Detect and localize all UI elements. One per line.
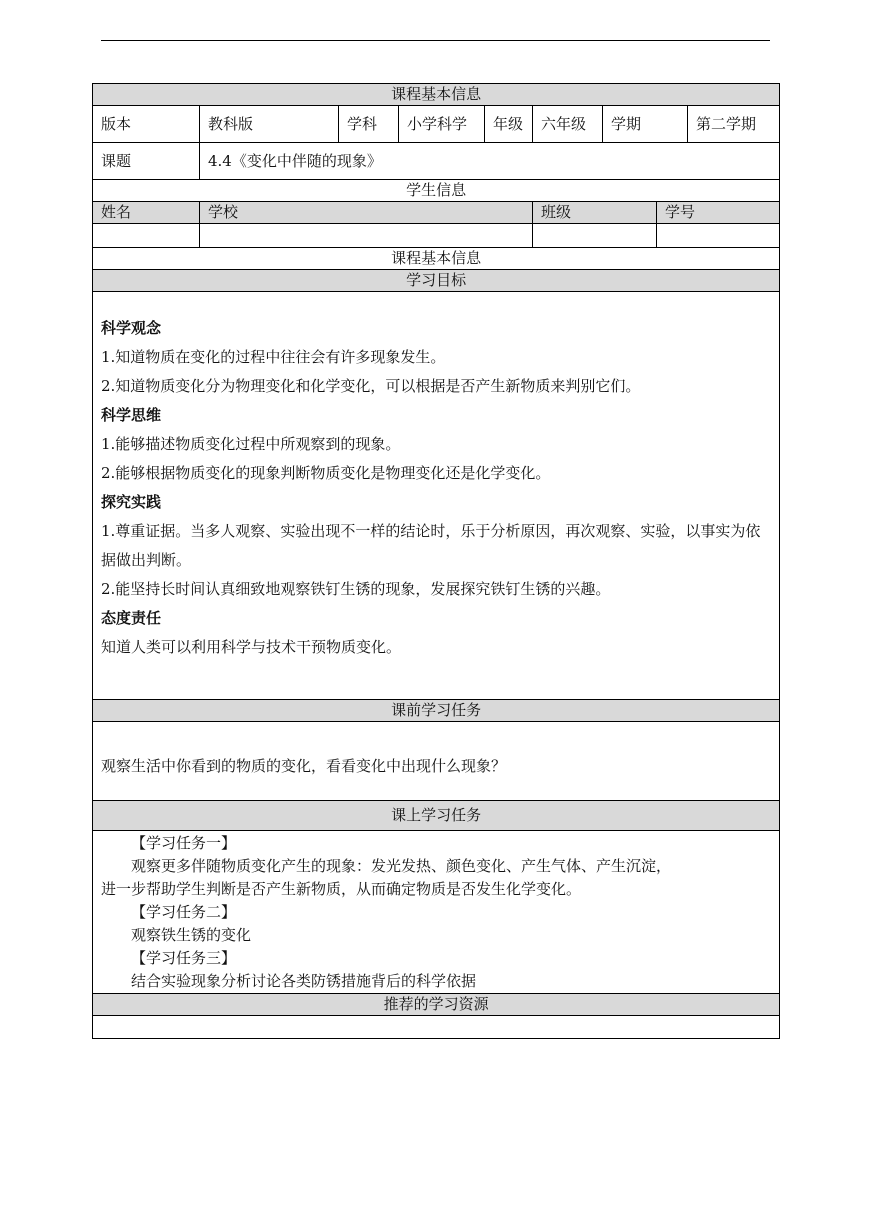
objective-item: 2.知道物质变化分为物理变化和化学变化，可以根据是否产生新物质来判别它们。 [101, 377, 641, 395]
school-label: 学校 [200, 202, 533, 224]
name-field[interactable] [93, 224, 200, 248]
grade-value: 六年级 [533, 106, 603, 143]
pre-class-header: 课前学习任务 [93, 700, 780, 722]
student-id-field[interactable] [657, 224, 780, 248]
in-class-tasks [93, 831, 780, 994]
objective-item: 1.能够描述物质变化过程中所观察到的现象。 [101, 435, 401, 453]
pre-class-task: 观察生活中你看到的物质的变化，看看变化中出现什么现象？ [93, 722, 780, 801]
objectives-content [93, 292, 780, 700]
objective-heading: 科学观念 [101, 319, 162, 337]
edition-label: 版本 [93, 106, 200, 143]
objectives-header: 学习目标 [93, 270, 780, 292]
resources-header: 推荐的学习资源 [93, 994, 780, 1016]
header-rule [101, 40, 770, 41]
term-label: 学期 [603, 106, 688, 143]
in-class-header: 课上学习任务 [93, 801, 780, 831]
student-id-label: 学号 [657, 202, 780, 224]
task-2-text: 观察铁生锈的变化 [131, 926, 252, 944]
edition-value: 教科版 [200, 106, 339, 143]
learning-task-sheet [92, 83, 780, 1039]
class-field[interactable] [533, 224, 657, 248]
subject-value: 小学科学 [399, 106, 485, 143]
course-info-header-2: 课程基本信息 [93, 248, 780, 270]
task-1-label: 【学习任务一】 [131, 834, 237, 852]
topic-label: 课题 [93, 143, 200, 180]
resources-content[interactable] [93, 1016, 780, 1039]
school-field[interactable] [200, 224, 533, 248]
task-1-text: 观察更多伴随物质变化产生的现象：发光发热、颜色变化、产生气体、产生沉淀， [131, 857, 672, 875]
term-value: 第二学期 [688, 106, 780, 143]
course-info-header: 课程基本信息 [93, 84, 780, 106]
task-3-label: 【学习任务三】 [131, 949, 237, 967]
objective-item: 1.知道物质在变化的过程中往往会有许多现象发生。 [101, 348, 446, 366]
task-2-label: 【学习任务二】 [131, 903, 237, 921]
grade-label: 年级 [485, 106, 533, 143]
objective-heading: 态度责任 [101, 609, 162, 627]
task-1-text-cont: 进一步帮助学生判断是否产生新物质，从而确定物质是否发生化学变化。 [101, 880, 582, 898]
name-label: 姓名 [93, 202, 200, 224]
task-3-text: 结合实验现象分析讨论各类防锈措施背后的科学依据 [131, 972, 477, 990]
objective-item: 2.能够根据物质变化的现象判断物质变化是物理变化还是化学变化。 [101, 464, 551, 482]
objective-item: 知道人类可以利用科学与技术干预物质变化。 [101, 638, 402, 656]
objective-item: 2.能坚持长时间认真细致地观察铁钉生锈的现象，发展探究铁钉生锈的兴趣。 [101, 580, 611, 598]
objective-heading: 科学思维 [101, 406, 162, 424]
objective-heading: 探究实践 [101, 493, 162, 511]
topic-value: 4.4《变化中伴随的现象》 [200, 143, 780, 180]
objective-item: 1.尊重证据。当多人观察、实验出现不一样的结论时，乐于分析原因，再次观察、实验，以事实为依据做出判断。 [101, 522, 761, 569]
class-label: 班级 [533, 202, 657, 224]
student-info-header: 学生信息 [93, 180, 780, 202]
subject-label: 学科 [339, 106, 399, 143]
